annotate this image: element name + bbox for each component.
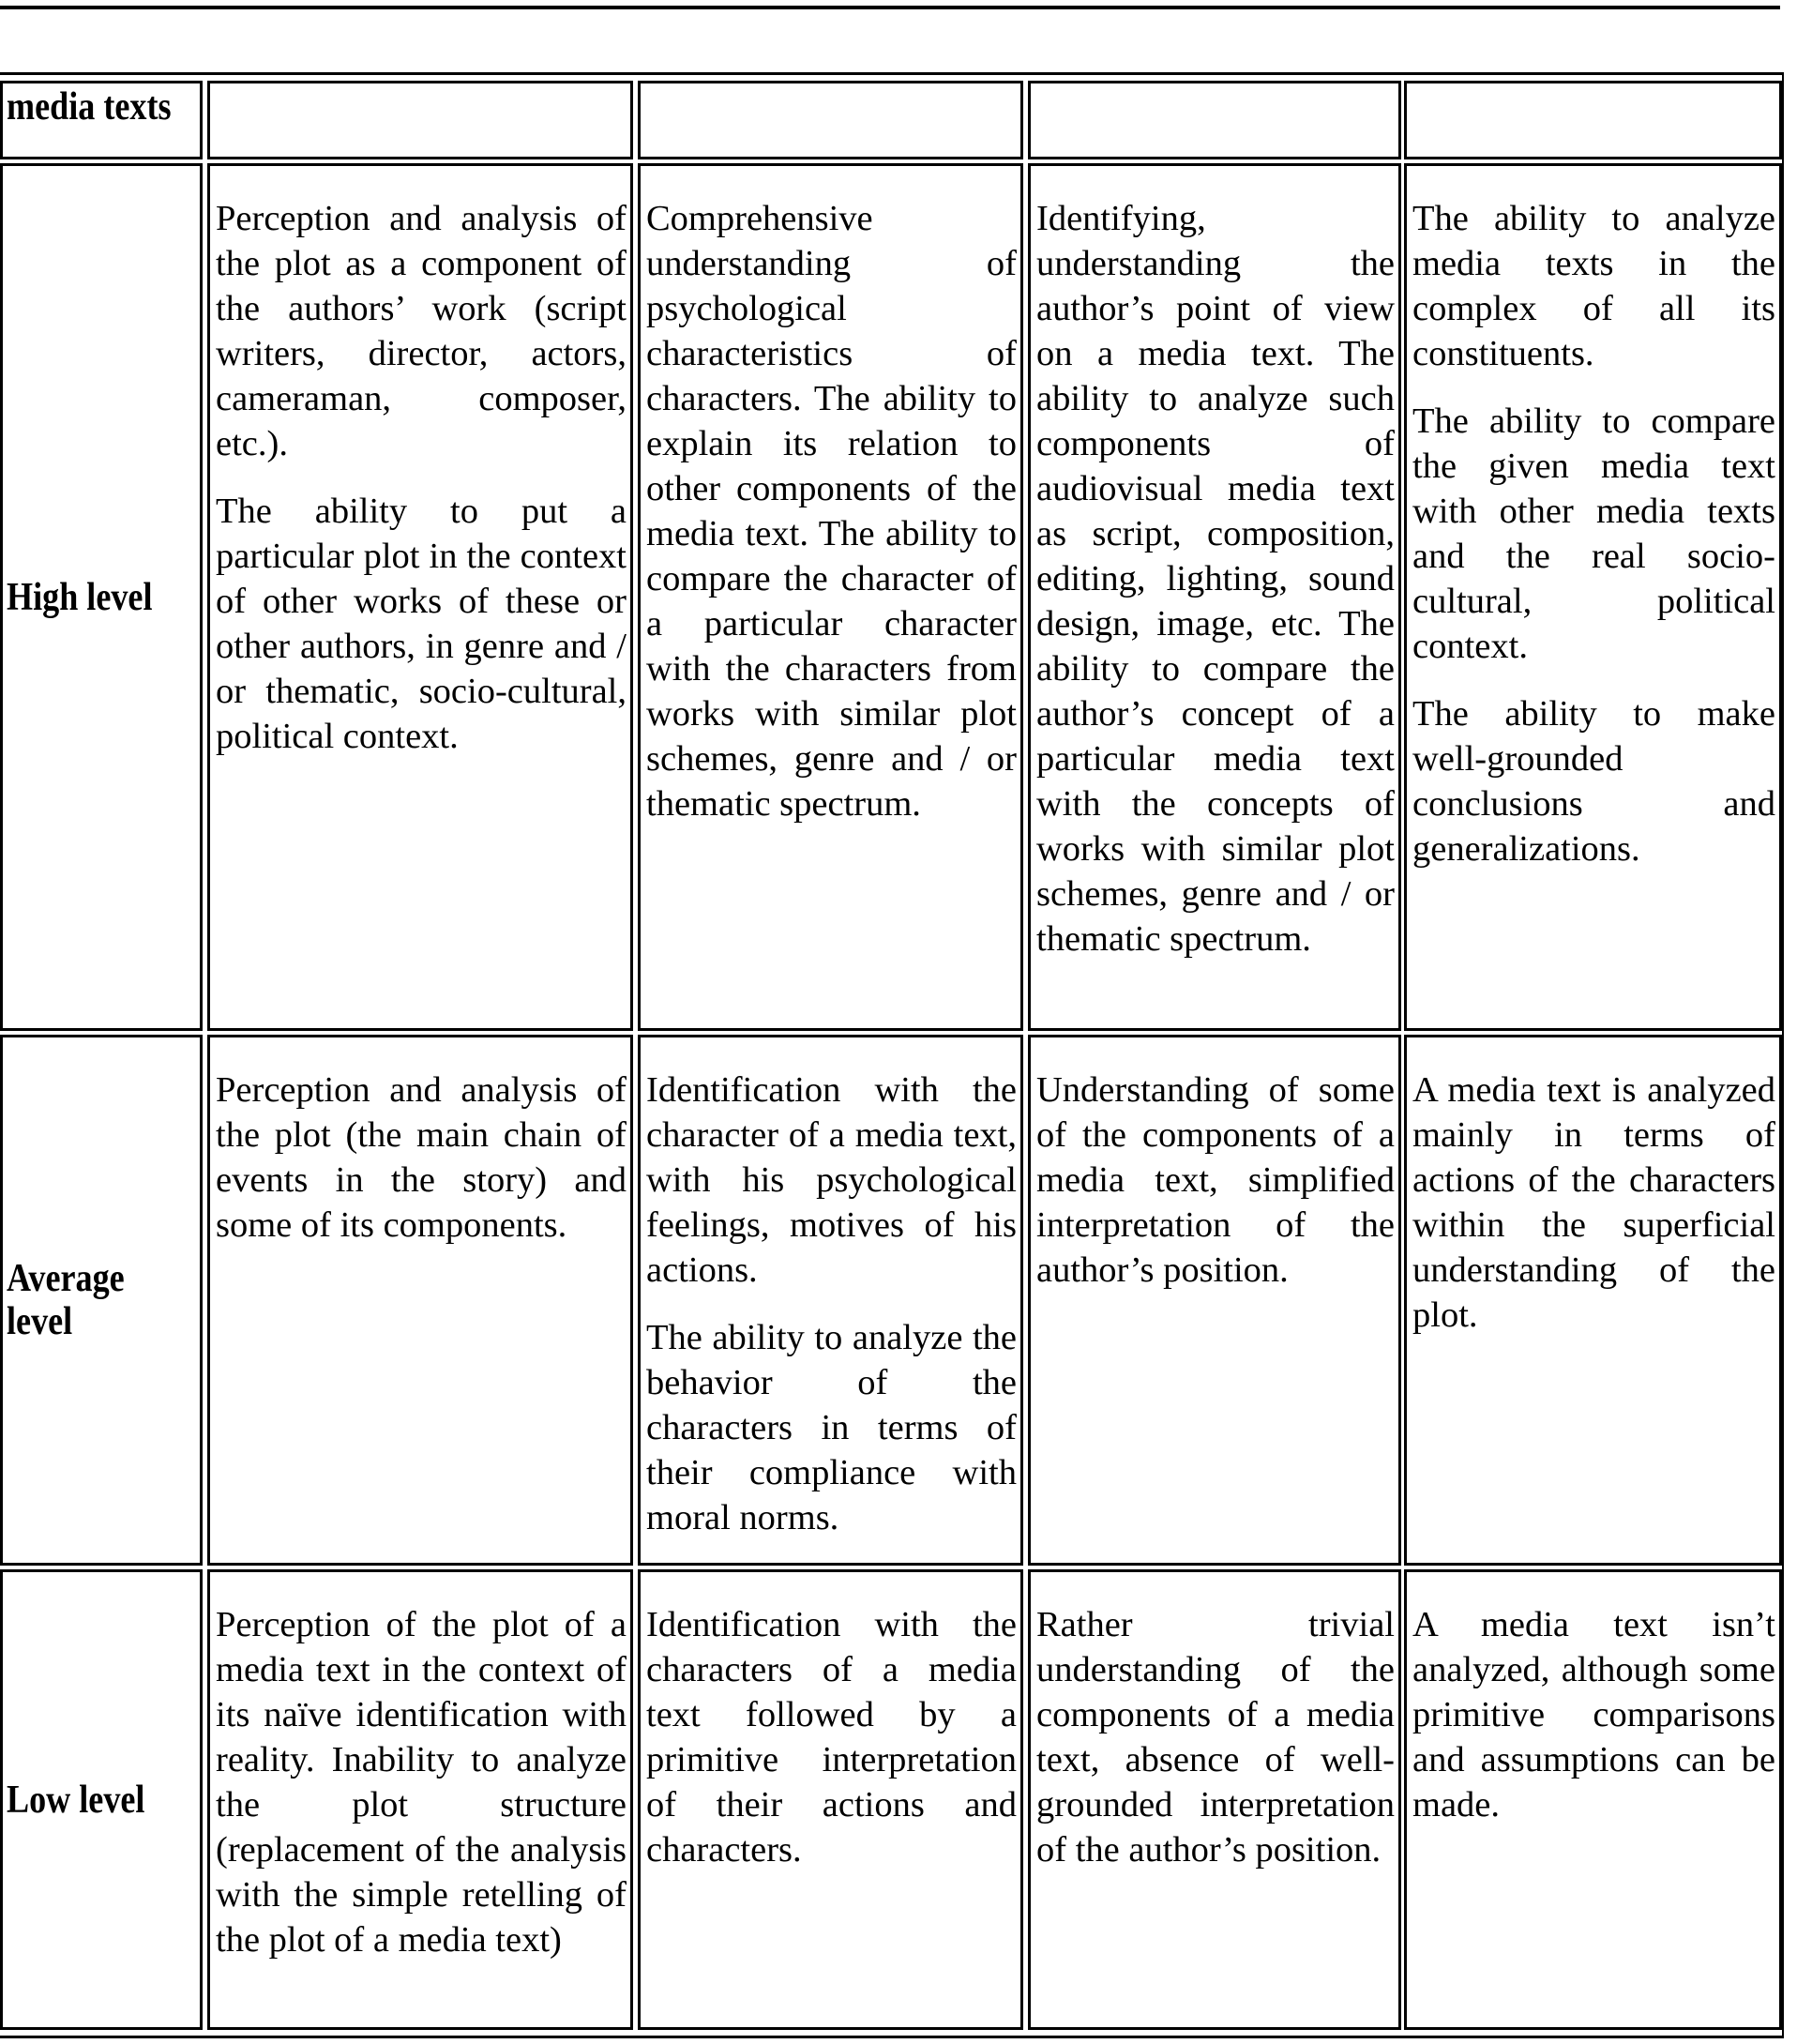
header-empty-cell	[1028, 81, 1401, 159]
cell-paragraph: Understanding of some of the components of a media text, simplified interpretation of the author’s position.	[1036, 1070, 1395, 1290]
cell-text	[1031, 1037, 1398, 1293]
cell-paragraph: Rather trivial understanding of the components of a media text, absence of well-grounded interpretation of the author’s position.	[1036, 1605, 1395, 1870]
rubric-cell-high-level-col4	[1404, 163, 1782, 1031]
row-label: Low level	[7, 1778, 145, 1822]
cell-paragraph: Identifying, understanding the author’s point of view on a media text. The ability to analyze such components of audiovisual media text as script, composition, editing, lighting, sound design, image, etc. The ability to compare the author’s concept of a particular media text with the concepts of works with similar plot schemes, genre and / or thematic spectrum.	[1036, 199, 1395, 959]
rubric-cell-average-level-col3	[1028, 1035, 1401, 1566]
cell-text	[1407, 166, 1779, 871]
rubric-cell-average-level-col1	[207, 1035, 633, 1566]
cell-text	[641, 1037, 1020, 1540]
rubric-cell-high-level-col2	[638, 163, 1023, 1031]
row-label: Average level	[7, 1257, 125, 1343]
header-empty-cell	[638, 81, 1023, 159]
cell-paragraph: A media text isn’t analyzed, although some primitive comparisons and assumptions can be made.	[1412, 1605, 1775, 1824]
rubric-cell-low-level-col3	[1028, 1569, 1401, 2030]
cell-paragraph: The ability to analyze media texts in the complex of all its constituents.	[1412, 199, 1775, 373]
cell-paragraph: A media text is analyzed mainly in terms of actions of the characters within the superficial understanding of the plot.	[1412, 1070, 1775, 1335]
cell-text	[210, 1037, 630, 1248]
cell-text	[1031, 1572, 1398, 1872]
cell-text	[1407, 1572, 1779, 1827]
cell-paragraph: Perception and analysis of the plot as a component of the authors’ work (script writers, director, actors, cameraman, composer, etc.).	[216, 199, 627, 463]
rubric-cell-average-level-col2	[638, 1035, 1023, 1566]
cell-paragraph: The ability to compare the given media text with other media texts and the real socio-cultural, political context.	[1412, 401, 1775, 666]
row-label: High level	[7, 575, 153, 619]
cell-text	[210, 1572, 630, 1962]
header-label: media texts	[7, 85, 172, 129]
row-label-cell-average-level	[0, 1035, 203, 1566]
cell-paragraph: The ability to put a particular plot in the context of other works of these or other authors, in genre and / or thematic, socio-cultural, political context.	[216, 492, 627, 756]
cell-text	[1031, 166, 1398, 961]
cell-paragraph: The ability to make well-grounded conclusions and generalizations.	[1412, 694, 1775, 869]
cell-text	[1407, 1037, 1779, 1338]
row-label-cell-high-level	[0, 163, 203, 1031]
cell-paragraph: Identification with the character of a media text, with his psychological feelings, motives of his actions.	[646, 1070, 1017, 1290]
header-empty-cell	[207, 81, 633, 159]
cell-text	[641, 1572, 1020, 1872]
rubric-cell-high-level-col3	[1028, 163, 1401, 1031]
cell-paragraph: Perception of the plot of a media text in the context of its naïve identification with reality. Inability to analyze the plot structure (replacement of the analysis with the simple retelling of the plot of a media text)	[216, 1605, 627, 1960]
row-label-cell-low-level	[0, 1569, 203, 2030]
cell-paragraph: Perception and analysis of the plot (the main chain of events in the story) and some of its components.	[216, 1070, 627, 1245]
cell-text	[210, 166, 630, 759]
cell-text	[641, 166, 1020, 826]
rubric-cell-high-level-col1	[207, 163, 633, 1031]
rubric-cell-low-level-col2	[638, 1569, 1023, 2030]
cell-paragraph: Comprehensive understanding of psychological characteristics of characters. The ability to explain its relation to other components of the media text. The ability to compare the character of a particular character with the characters from works with similar plot schemes, genre and / or thematic spectrum.	[646, 199, 1017, 824]
header-empty-cell	[1404, 81, 1782, 159]
cell-paragraph: The ability to analyze the behavior of the characters in terms of their compliance with moral norms.	[646, 1318, 1017, 1537]
rubric-cell-average-level-col4	[1404, 1035, 1782, 1566]
top-horizontal-rule	[0, 6, 1780, 9]
rubric-cell-low-level-col1	[207, 1569, 633, 2030]
rubric-cell-low-level-col4	[1404, 1569, 1782, 2030]
header-label-cell	[0, 81, 203, 159]
cell-paragraph: Identification with the characters of a media text followed by a primitive interpretation of their actions and characters.	[646, 1605, 1017, 1870]
